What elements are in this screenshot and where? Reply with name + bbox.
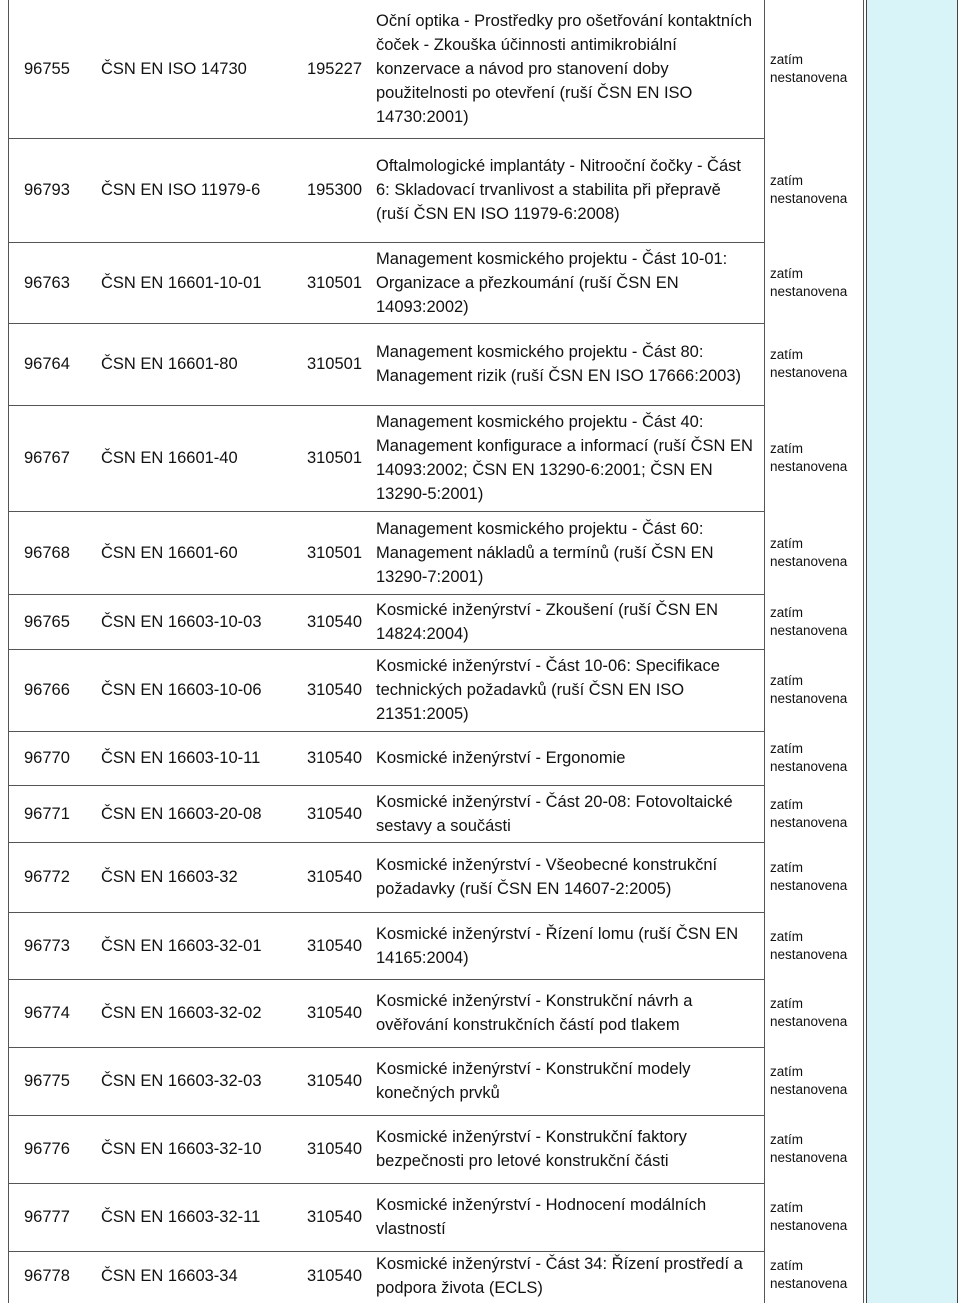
status-column-border xyxy=(764,0,765,1303)
standard-code: ČSN EN 16603-32-11 xyxy=(91,1183,287,1251)
standard-title: Oční optika - Prostředky pro ošetřování kontaktních čoček - Zkouška účinnosti antimikrobiální konzervace a návod pro stanovení doby použitelnosti po otevření (ruší ČSN EN ISO 14730:2001) xyxy=(370,0,764,138)
class-code: 310540 xyxy=(287,731,370,785)
row-number: 96766 xyxy=(8,649,91,731)
row-number: 96755 xyxy=(8,0,91,138)
row-number: 96763 xyxy=(8,242,91,323)
class-code: 310540 xyxy=(287,649,370,731)
standard-title: Kosmické inženýrství - Konstrukční návrh a ověřování konstrukčních částí pod tlakem xyxy=(370,979,764,1047)
status-label: zatím nestanovena xyxy=(770,1200,848,1233)
table-row xyxy=(8,1115,764,1183)
standard-code: ČSN EN 16601-10-01 xyxy=(91,242,287,323)
class-code: 310540 xyxy=(287,912,370,979)
table-row xyxy=(8,594,764,649)
class-code: 310501 xyxy=(287,405,370,511)
standard-code: ČSN EN 16603-32-01 xyxy=(91,912,287,979)
class-code: 310501 xyxy=(287,323,370,405)
status-label: zatím nestanovena xyxy=(770,52,848,85)
row-number: 96772 xyxy=(8,842,91,912)
class-code: 310540 xyxy=(287,594,370,649)
standard-title: Management kosmického projektu - Část 40: Management konfigurace a informací (ruší ČSN EN 14093:2002; ČSN EN 13290-6:2001; ČSN EN 13290-5:2001) xyxy=(370,405,764,511)
table-row xyxy=(8,1251,764,1300)
standard-code: ČSN EN 16601-60 xyxy=(91,511,287,594)
class-code: 310540 xyxy=(287,842,370,912)
standard-code: ČSN EN ISO 14730 xyxy=(91,0,287,138)
standard-code: ČSN EN 16603-20-08 xyxy=(91,785,287,842)
highlight-column xyxy=(866,0,958,1303)
standard-code: ČSN EN 16603-34 xyxy=(101,1266,238,1285)
table-row xyxy=(8,1047,764,1115)
status-label: zatím nestanovena xyxy=(770,347,848,380)
table-row xyxy=(8,0,764,138)
row-number: 96775 xyxy=(8,1047,91,1115)
standards-table xyxy=(8,0,764,1300)
standard-code: ČSN EN 16603-10-06 xyxy=(91,649,287,731)
table-row xyxy=(8,323,764,405)
row-number: 96770 xyxy=(8,731,91,785)
table-row xyxy=(8,138,764,242)
table-row xyxy=(8,912,764,979)
status-label: zatím nestanovena xyxy=(770,441,848,474)
status-label: zatím nestanovena xyxy=(770,928,848,962)
status-label: zatím nestanovena xyxy=(770,535,848,569)
row-number: 96765 xyxy=(8,594,91,649)
standards-table-body xyxy=(8,0,764,1300)
row-number: 96778 xyxy=(24,1266,70,1285)
standard-title: Kosmické inženýrství - Ergonomie xyxy=(370,731,764,785)
standard-title: Management kosmického projektu - Část 60: Management nákladů a termínů (ruší ČSN EN 13290-7:2001) xyxy=(370,511,764,594)
status-label: zatím nestanovena xyxy=(770,1132,848,1165)
standard-title: Kosmické inženýrství - Část 34: Řízení prostředí a podpora života (ECLS) xyxy=(376,1254,743,1297)
right-border xyxy=(863,0,864,1303)
standard-title: Oftalmologické implantáty - Nitrooční čočky - Část 6: Skladovací trvanlivost a stabilita při přepravě (ruší ČSN EN ISO 11979-6:2008) xyxy=(370,138,764,242)
row-number: 96777 xyxy=(8,1183,91,1251)
class-code: 310540 xyxy=(306,1266,362,1285)
row-number: 96774 xyxy=(8,979,91,1047)
standard-code: ČSN EN 16603-10-03 xyxy=(91,594,287,649)
status-label: zatím nestanovena xyxy=(770,673,848,706)
table-row xyxy=(8,649,764,731)
class-code: 310540 xyxy=(287,1183,370,1251)
standard-title: Management kosmického projektu - Část 10-01: Organizace a přezkoumání (ruší ČSN EN 14093:2002) xyxy=(370,242,764,323)
class-code: 310540 xyxy=(287,1047,370,1115)
standard-title: Management kosmického projektu - Část 80: Management rizik (ruší ČSN EN ISO 17666:2003) xyxy=(370,323,764,405)
table-row xyxy=(8,842,764,912)
standard-title: Kosmické inženýrství - Konstrukční faktory bezpečnosti pro letové konstrukční části xyxy=(370,1115,764,1183)
class-code: 195227 xyxy=(287,0,370,138)
row-number: 96773 xyxy=(8,912,91,979)
standard-code: ČSN EN 16603-32-10 xyxy=(91,1115,287,1183)
table-row xyxy=(8,1183,764,1251)
row-number: 96768 xyxy=(8,511,91,594)
table-row xyxy=(8,731,764,785)
status-label: zatím nestanovena xyxy=(770,1064,848,1097)
standard-title: Kosmické inženýrství - Hodnocení modálních vlastností xyxy=(370,1183,764,1251)
table-row xyxy=(8,405,764,511)
standard-code: ČSN EN 16603-32-02 xyxy=(91,979,287,1047)
status-label: zatím nestanovena xyxy=(770,604,848,638)
class-code: 310501 xyxy=(287,242,370,323)
row-number: 96767 xyxy=(8,405,91,511)
standard-title: Kosmické inženýrství - Zkoušení (ruší ČSN EN 14824:2004) xyxy=(370,594,764,649)
status-label: zatím nestanovena xyxy=(770,265,848,299)
table-row xyxy=(8,242,764,323)
standard-title: Kosmické inženýrství - Řízení lomu (ruší ČSN EN 14165:2004) xyxy=(370,912,764,979)
row-number: 96771 xyxy=(8,785,91,842)
row-number: 96764 xyxy=(8,323,91,405)
status-label: zatím nestanovena xyxy=(770,1258,848,1291)
standard-code: ČSN EN 16603-32-03 xyxy=(91,1047,287,1115)
class-code: 310540 xyxy=(287,785,370,842)
class-code: 310501 xyxy=(287,511,370,594)
class-code: 310540 xyxy=(287,1115,370,1183)
status-label: zatím nestanovena xyxy=(770,996,848,1029)
standard-title: Kosmické inženýrství - Část 10-06: Specifikace technických požadavků (ruší ČSN EN ISO 21351:2005) xyxy=(370,649,764,731)
class-code: 195300 xyxy=(287,138,370,242)
standard-code: ČSN EN 16601-80 xyxy=(91,323,287,405)
standard-code: ČSN EN 16601-40 xyxy=(91,405,287,511)
status-label: zatím nestanovena xyxy=(770,796,848,830)
standard-code: ČSN EN 16603-32 xyxy=(91,842,287,912)
class-code: 310540 xyxy=(287,979,370,1047)
status-label: zatím nestanovena xyxy=(770,173,848,206)
status-label: zatím nestanovena xyxy=(770,860,848,893)
standard-code: ČSN EN ISO 11979-6 xyxy=(91,138,287,242)
table-row xyxy=(8,511,764,594)
standard-title: Kosmické inženýrství - Konstrukční modely konečných prvků xyxy=(370,1047,764,1115)
status-label: zatím nestanovena xyxy=(770,741,848,774)
standard-title: Kosmické inženýrství - Část 20-08: Fotovoltaické sestavy a součásti xyxy=(370,785,764,842)
standard-code: ČSN EN 16603-10-11 xyxy=(91,731,287,785)
table-row xyxy=(8,979,764,1047)
row-number: 96793 xyxy=(8,138,91,242)
table-row xyxy=(8,785,764,842)
standard-title: Kosmické inženýrství - Všeobecné konstrukční požadavky (ruší ČSN EN 14607-2:2005) xyxy=(370,842,764,912)
row-number: 96776 xyxy=(8,1115,91,1183)
